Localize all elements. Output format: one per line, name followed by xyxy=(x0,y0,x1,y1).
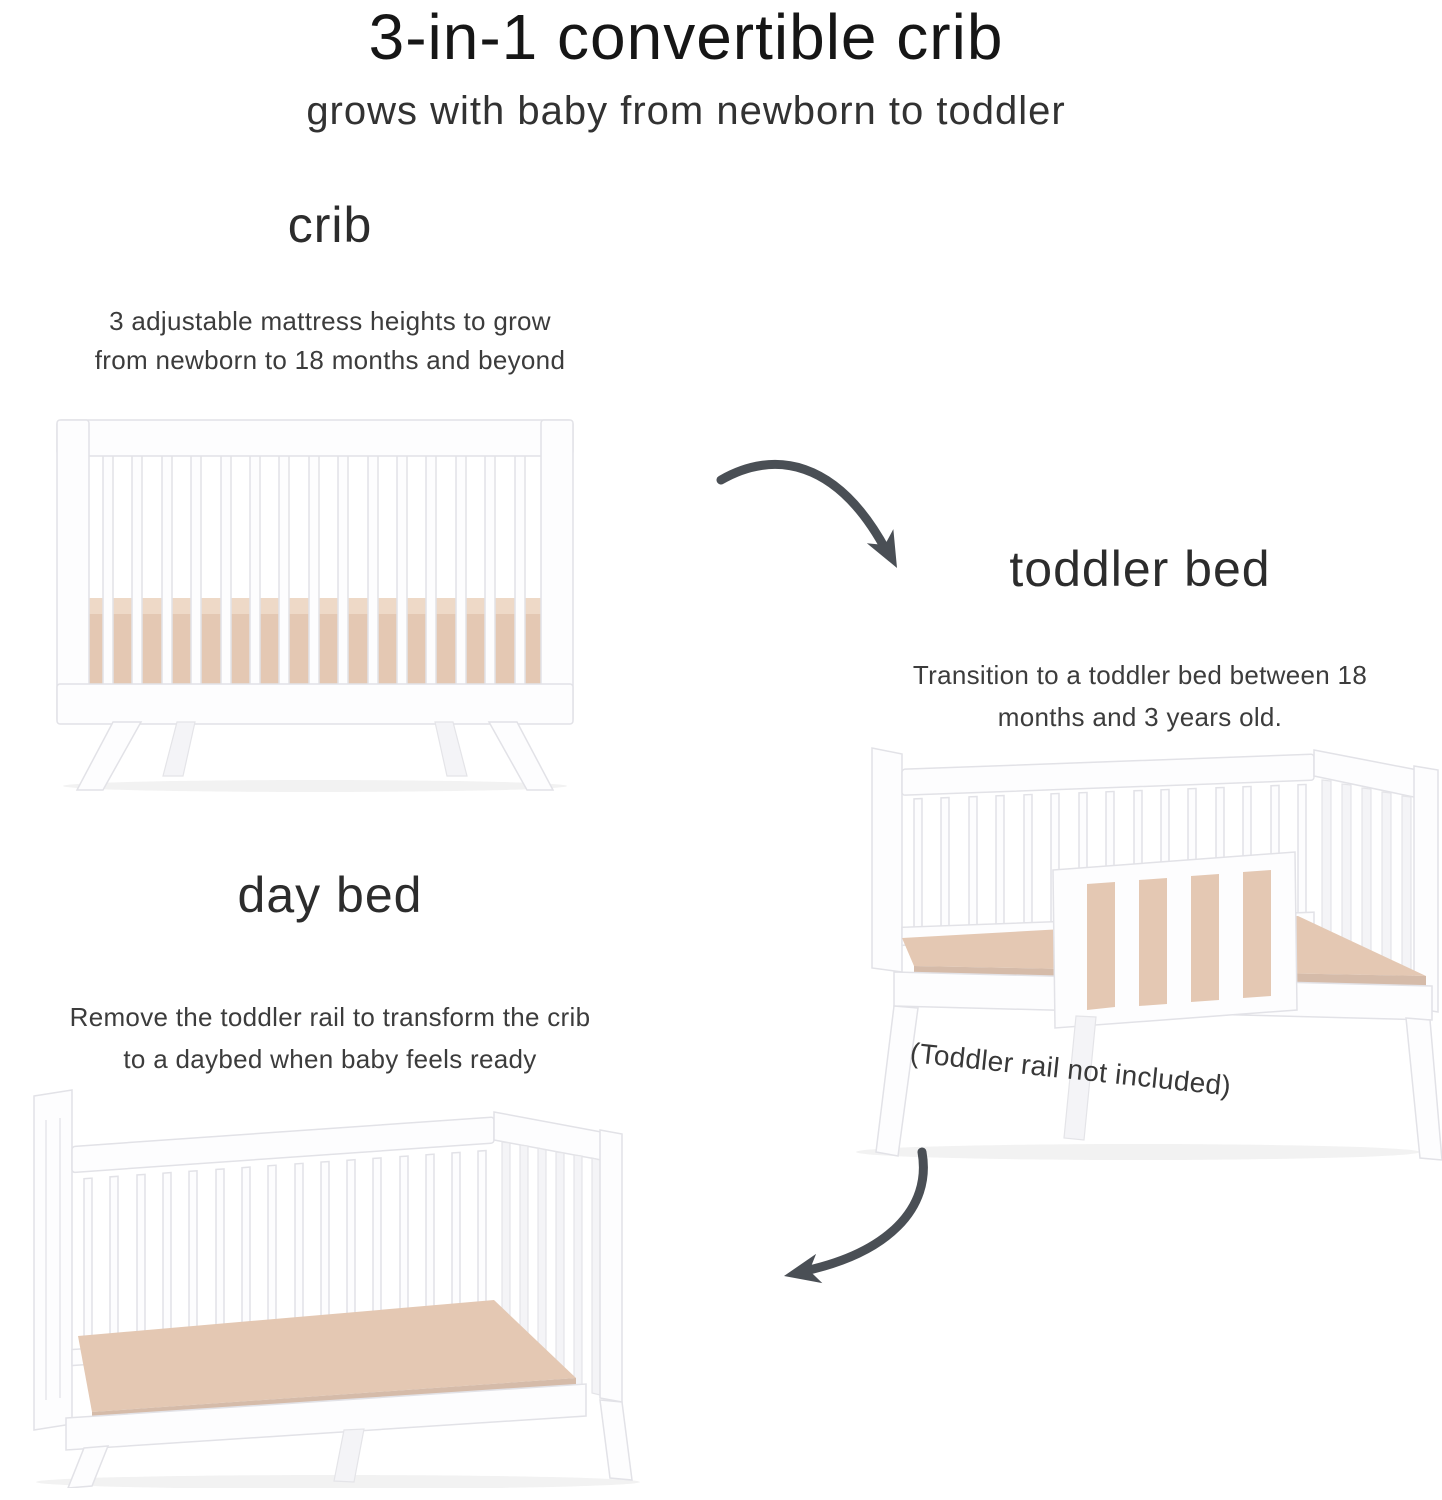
day-bed-heading: day bed xyxy=(237,867,423,923)
day-bed-illustration xyxy=(8,1056,708,1488)
toddler-bed-illustration xyxy=(828,720,1442,1165)
toddler-left-end-panel xyxy=(872,748,902,972)
crib-slats xyxy=(103,452,525,686)
daybed-left-end-panel xyxy=(34,1090,72,1430)
toddler-bed-heading: toddler bed xyxy=(1009,541,1271,597)
arrow-toddler-to-daybed-icon xyxy=(752,1138,942,1303)
page-title: 3-in-1 convertible crib xyxy=(368,1,1004,73)
crib-front-illustration xyxy=(55,412,575,792)
section-day-bed xyxy=(60,866,600,1080)
day-bed-description: Remove the toddler rail to transform the crib to a daybed when baby feels ready xyxy=(69,1002,591,1074)
toddler-rail-note: (Toddler rail not included) xyxy=(908,1036,1233,1102)
section-crib xyxy=(60,196,600,380)
page-subtitle: grows with baby from newborn to toddler xyxy=(306,89,1066,133)
toddler-bed-description: Transition to a toddler bed between 18 months and 3 years old. xyxy=(912,660,1368,732)
toddler-guard-rail xyxy=(1053,852,1297,1028)
section-toddler-bed xyxy=(866,540,1414,738)
header xyxy=(0,2,1372,134)
crib-description: 3 adjustable mattress heights to grow from newborn to 18 months and beyond xyxy=(94,306,566,375)
crib-heading: crib xyxy=(287,197,373,253)
crib-legs xyxy=(77,722,553,790)
